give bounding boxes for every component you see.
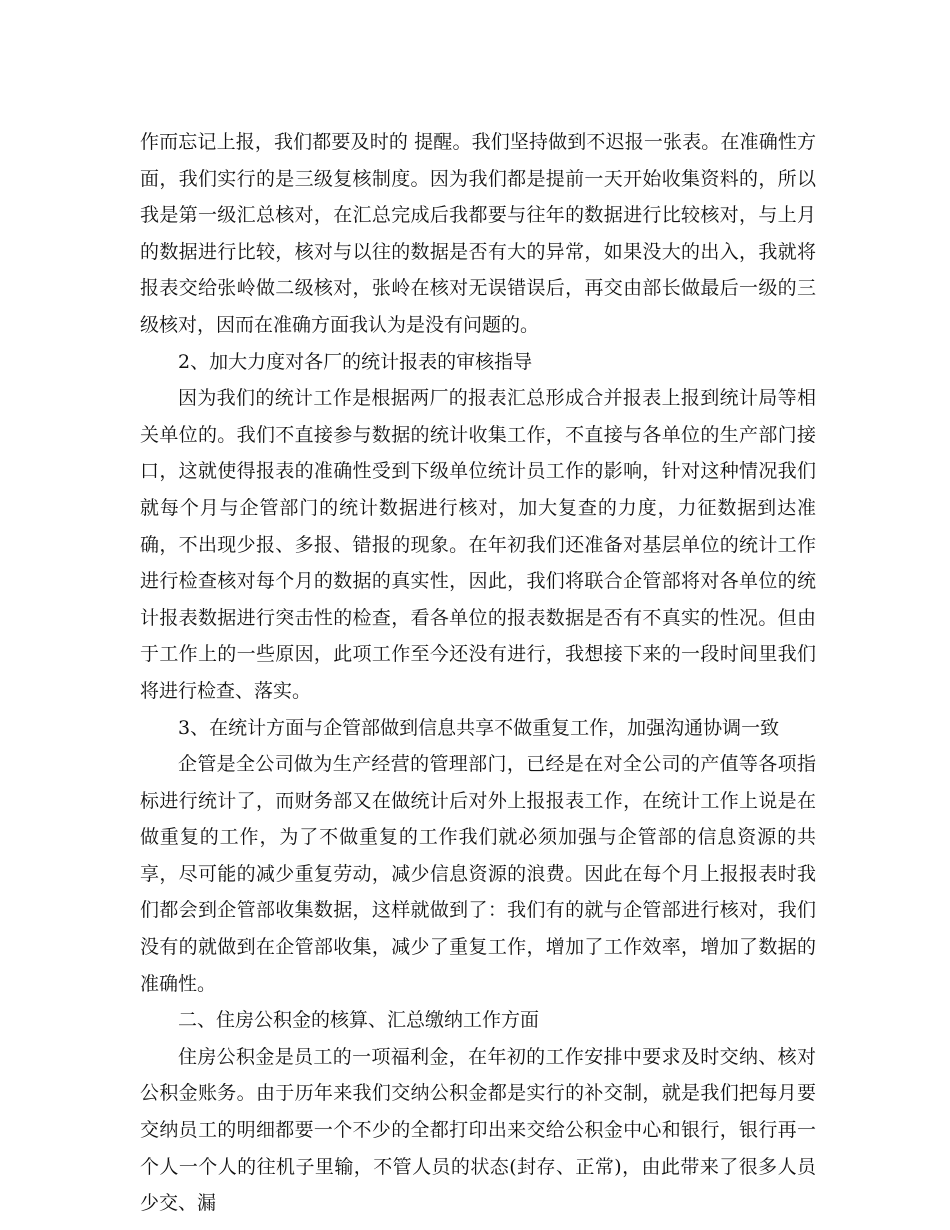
- paragraph-housing-fund: 住房公积金是员工的一项福利金，在年初的工作安排中要求及时交纳、核对公积金账务。由于历年来我们交纳公积金都是实行的补交制，就是我们把每月要交纳员工的明细都要一个不少的全都打印出来交给公积金中心和银行，银行再一个人一个人的往机子里输，不管人员的状态(封存、正常)，由此带来了很多人员少交、漏: [140, 1045, 816, 1215]
- section-heading-3: 3、在统计方面与企管部做到信息共享不做重复工作，加强沟通协调一致: [178, 716, 780, 739]
- paragraph-info-sharing: 企管是全公司做为生产经营的管理部门，已经是在对全公司的产值等各项指标进行统计了，而财务部又在做统计后对外上报报表工作，在统计工作上说是在做重复的工作，为了不做重复的工作我们就必须加强与企管部的信息资源的共享，尽可能的减少重复劳动，减少信息资源的浪费。因此在每个月上报报表时我们都会到企管部收集数据，这样就做到了：我们有的就与企管部进行核对，我们没有的就做到在企管部收集，减少了重复工作，增加了工作效率，增加了数据的准确性。: [140, 753, 816, 995]
- section-heading-housing-fund: 二、住房公积金的核算、汇总缴纳工作方面: [178, 1009, 540, 1032]
- paragraph-continuation: 作而忘记上报，我们都要及时的 提醒。我们坚持做到不迟报一张表。在准确性方面，我们实行的是三级复核制度。因为我们都是提前一天开始收集资料的，所以我是第一级汇总核对，在汇总完成后我都要与往年的数据进行比较核对，与上月的数据进行比较，核对与以往的数据是否有大的异常，如果没大的出入，我就将报表交给张岭做二级核对，张岭在核对无误错误后，再交由部长做最后一级的三级核对，因而在准确方面我认为是没有问题的。: [140, 131, 816, 336]
- paragraph-review-guidance: 因为我们的统计工作是根据两厂的报表汇总形成合并报表上报到统计局等相关单位的。我们不直接参与数据的统计收集工作，不直接与各单位的生产部门接口，这就使得报表的准确性受到下级单位统计员工作的影响，针对这种情况我们就每个月与企管部门的统计数据进行核对，加大复查的力度，力征数据到达准确，不出现少报、多报、错报的现象。在年初我们还准备对基层单位的统计工作进行检查核对每个月的数据的真实性，因此，我们将联合企管部将对各单位的统计报表数据进行突击性的检查，看各单位的报表数据是否有不真实的性况。但由于工作上的一些原因，此项工作至今还没有进行，我想接下来的一段时间里我们将进行检查、落实。: [140, 387, 816, 702]
- document-body: [140, 124, 816, 1222]
- section-heading-2: 2、加大力度对各厂的统计报表的审核指导: [178, 350, 533, 373]
